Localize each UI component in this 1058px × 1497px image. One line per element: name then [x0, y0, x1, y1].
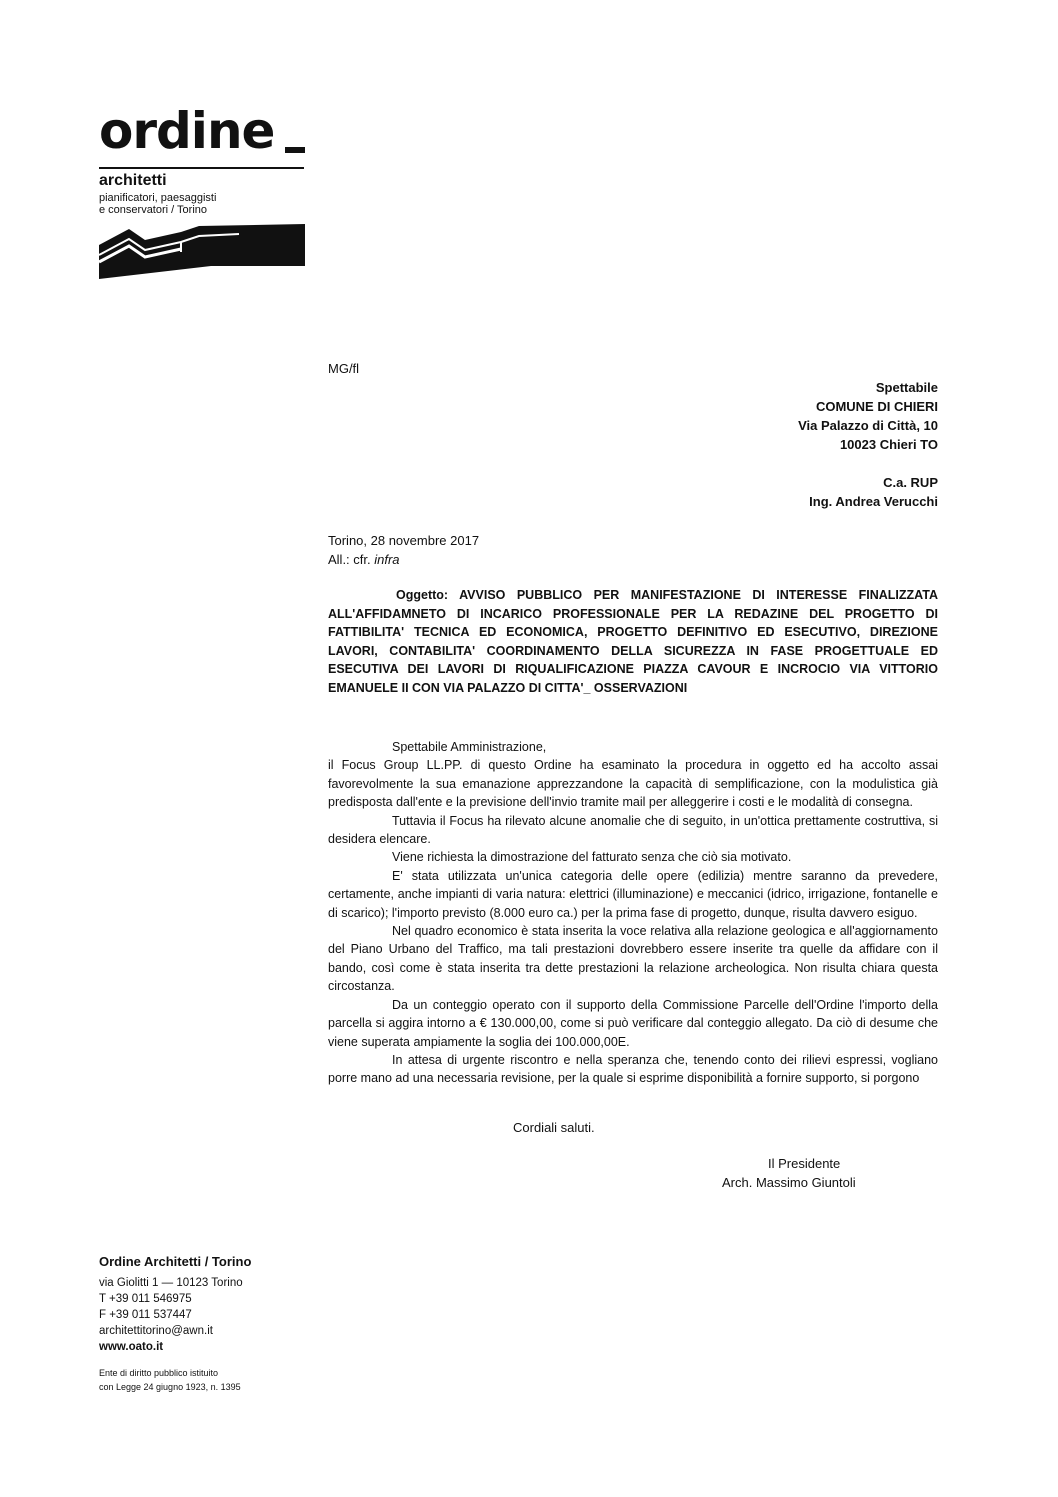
letter-greeting: Spettabile Amministrazione, [392, 740, 547, 754]
footer-phone: T +39 011 546975 [99, 1293, 192, 1305]
logo-title: architetti [99, 172, 167, 189]
logo-subtitle-line2: e conservatori / Torino [99, 204, 208, 216]
recipient-salutation: Spettabile [875, 380, 938, 395]
attachments-line [328, 552, 400, 567]
letter-body [328, 738, 938, 1088]
signature-name: Arch. Massimo Giuntoli [722, 1175, 856, 1190]
letter-date: Torino, 28 novembre 2017 [328, 533, 480, 548]
recipient-street: Via Palazzo di Città, 10 [798, 418, 938, 433]
footer-email[interactable]: architettitorino@awn.it [99, 1325, 213, 1337]
attachments-italic: infra [374, 552, 400, 567]
logo-wordmark: ordine [99, 102, 275, 160]
letter-paragraph: Tuttavia il Focus ha rilevato alcune anomalie che di seguito, in un'ottica prettamente costruttiva, si desidera elencare. [328, 813, 938, 847]
footer-web[interactable]: www.oato.it [99, 1341, 164, 1353]
reference-code: MG/fl [328, 361, 360, 376]
subject-label: Oggetto: [396, 588, 449, 602]
recipient-city: 10023 Chieri TO [839, 437, 938, 452]
footer-legal-line2: con Legge 24 giugno 1923, n. 1395 [99, 1382, 241, 1392]
footer-org: Ordine Architetti / Torino [99, 1254, 252, 1269]
recipient-person: Ing. Andrea Verucchi [809, 494, 938, 509]
letter-paragraph: Nel quadro economico è stata inserita la voce relativa alla relazione geologica e all'aggiornamento del Piano Urbano del Traffico, ma tali prestazioni dovrebbero essere inserite tra quelle da affidare con il bando, così come è stata inserita tra dette prestazioni la relazione archeologica. Non risulta chiara questa circostanza. [328, 924, 938, 994]
footer-address: via Giolitti 1 — 10123 Torino [99, 1277, 243, 1289]
logo-underscore [285, 147, 305, 153]
letter-paragraph: Da un conteggio operato con il supporto della Commissione Parcelle dell'Ordine l'importo della parcella si aggira intorno a € 130.000,00, come si può verificare dal conteggio allegato. Da ciò di desume che viene superata ampiamente la soglia dei 100.000,00E. [328, 997, 938, 1049]
closing: Cordiali saluti. [513, 1120, 595, 1135]
logo-graphic-icon [99, 212, 307, 280]
attachments-prefix: All.: cfr. [328, 552, 375, 567]
letter-paragraph: Viene richiesta la dimostrazione del fatturato senza che ciò sia motivato. [392, 850, 792, 865]
letter-paragraph: In attesa di urgente riscontro e nella speranza che, tenendo conto dei rilievi espressi, vogliano porre mano ad una necessaria revisione, per la quale si esprime disponibilità a fornire supporto, si porgono [328, 1052, 938, 1086]
subject-block [328, 586, 938, 697]
recipient-attention: C.a. RUP [883, 475, 938, 490]
letter-paragraph: il Focus Group LL.PP. di questo Ordine ha esaminato la procedura in oggetto ed ha accolto assai favorevolmente la sua emanazione apprezzandone la capacità di semplificazione, con la modulistica già predisposta dall'ente e la previsione dell'invio tramite mail per alleggerire i costi e le modalità di consegna. [328, 758, 938, 810]
footer-fax: F +39 011 537447 [99, 1309, 192, 1321]
subject-text: AVVISO PUBBLICO PER MANIFESTAZIONE DI INTERESSE FINALIZZATA ALL'AFFIDAMNETO DI INCARICO PROFESSIONALE PER LA REDAZINE DEL PROGETTO DI FATTIBILITA' TECNICA ED ECONOMICA, PROGETTO DEFINITIVO ED ESECUTIVO, DIREZIONE LAVORI, CONTABILITA' COORDINAMENTO DELLA SICUREZZA IN FASE PROGETTUALE ED ESECUTIVA DEI LAVORI DI RIQUALIFICAZIONE PIAZZA CAVOUR E INCROCIO VIA VITTORIO EMANUELE II CON VIA PALAZZO DI CITTA'_ OSSERVAZIONI [328, 588, 938, 695]
letter-paragraph: E' stata utilizzata un'unica categoria delle opere (edilizia) mentre saranno da prevedere, certamente, anche impianti di varia natura: elettrici (illuminazione) e meccanici (idrico, irrigazione, fontanelle e di scarico); l'importo previsto (8.000 euro ca.) per la prima fase di progetto, dunque, risulta davvero esiguo. [328, 868, 938, 920]
recipient-name: COMUNE DI CHIERI [815, 399, 938, 414]
logo-subtitle-line1: pianificatori, paesaggisti [99, 192, 217, 204]
logo-rule [99, 167, 304, 169]
signature-role: Il Presidente [768, 1156, 841, 1171]
footer-legal-line1: Ente di diritto pubblico istituito [99, 1368, 219, 1378]
